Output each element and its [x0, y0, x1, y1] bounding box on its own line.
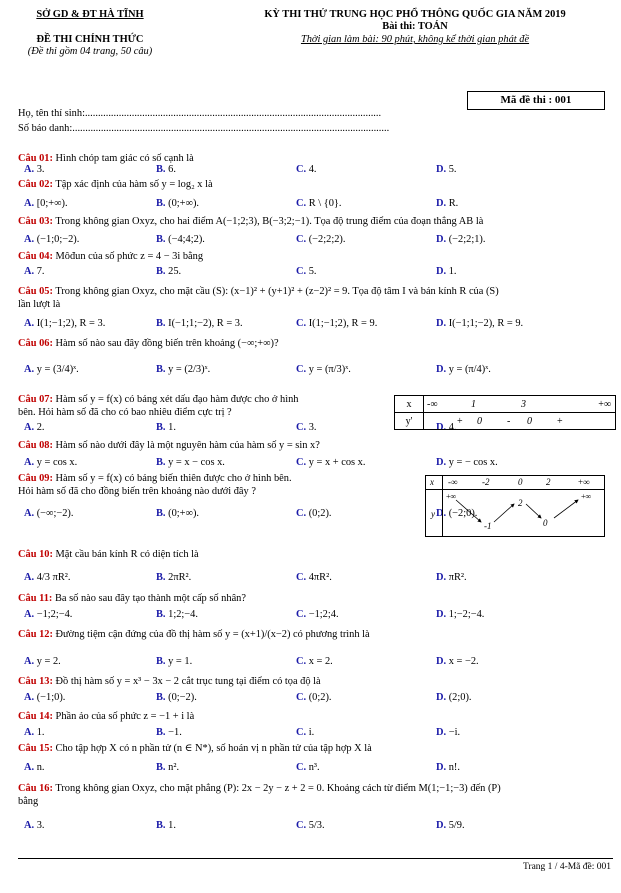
- option-letter: A.: [24, 609, 35, 620]
- answer-option[interactable]: [436, 727, 460, 738]
- exam-title: KỲ THI THỬ TRUNG HỌC PHỔ THÔNG QUỐC GIA NĂM 2019: [264, 9, 566, 20]
- option-value: −i.: [448, 727, 461, 738]
- answer-option[interactable]: [296, 234, 345, 245]
- option-letter: A.: [24, 727, 35, 738]
- option-value: 25.: [168, 266, 182, 277]
- option-letter: A.: [24, 572, 35, 583]
- option-value: 5.: [308, 266, 317, 277]
- answer-option[interactable]: [156, 198, 199, 209]
- page-footer: Trang 1 / 4-Mã đề: 001: [522, 862, 611, 872]
- option-letter: D.: [436, 198, 447, 209]
- option-letter: C.: [296, 727, 307, 738]
- question-text: [18, 710, 608, 723]
- option-value: (0;−2).: [168, 692, 197, 703]
- question-stem-cont: Hỏi hàm số đã cho đồng biến trên khoảng nào dưới đây ?: [18, 486, 256, 497]
- option-value: y = 2.: [36, 656, 61, 667]
- table-y-value: -1: [484, 521, 492, 531]
- table-x-value: 0: [518, 477, 523, 487]
- option-value: 1.: [36, 727, 45, 738]
- question-number: Câu 04:: [18, 251, 53, 262]
- answer-option[interactable]: [296, 266, 317, 277]
- option-letter: C.: [296, 609, 307, 620]
- sign-value: 0: [527, 415, 532, 427]
- option-letter: C.: [296, 656, 307, 667]
- question-number: Câu 02:: [18, 179, 53, 190]
- table-y-value: +∞: [581, 492, 592, 501]
- table-y-label: y: [431, 509, 435, 519]
- question-number: Câu 07:: [18, 394, 53, 405]
- option-value: 5/9.: [448, 820, 465, 831]
- question-number: Câu 16:: [18, 783, 53, 794]
- option-value: y = 1.: [168, 656, 193, 667]
- answer-option[interactable]: [436, 266, 457, 277]
- option-value: y = (2/3)ˣ.: [168, 364, 211, 375]
- question-stem: Đường tiệm cận đứng của đồ thị hàm số y = (x+1)/(x−2) có phương trình là: [55, 629, 370, 640]
- candidate-id-line: Số báo danh:..........................................................................................................................: [18, 123, 390, 134]
- option-value: 1;−2;−4.: [448, 609, 485, 620]
- option-value: n².: [168, 762, 180, 773]
- question-stem: Tập xác định của hàm số y = log₂ x là: [55, 179, 213, 190]
- option-value: 1;2;−4.: [168, 609, 198, 620]
- answer-option[interactable]: [436, 164, 457, 175]
- sign-value: +: [557, 415, 563, 427]
- variation-arrows: [426, 490, 604, 536]
- question-stem-cont: bên. Hỏi hàm số đã cho có bao nhiêu điểm cực trị ?: [18, 407, 232, 418]
- option-value: 6.: [168, 164, 176, 175]
- option-value: (0;+∞).: [168, 508, 200, 519]
- answer-option[interactable]: [24, 364, 79, 375]
- option-letter: D.: [436, 457, 447, 468]
- answer-option[interactable]: [156, 422, 176, 433]
- option-letter: C.: [296, 508, 307, 519]
- option-value: −1;2;4.: [308, 609, 339, 620]
- option-letter: C.: [296, 318, 307, 329]
- option-letter: B.: [156, 762, 166, 773]
- question-number: Câu 09:: [18, 473, 53, 484]
- question-text: [18, 439, 608, 452]
- option-value: (0;2).: [308, 508, 332, 519]
- option-value: y = cos x.: [36, 457, 78, 468]
- option-letter: A.: [24, 692, 35, 703]
- answer-option[interactable]: [24, 508, 73, 519]
- question-stem: Trong không gian Oxyz, cho mặt phẳng (P): 2x − 2y − z + 2 = 0. Khoảng cách từ điểm M(1;−1;−3) đến (P): [55, 783, 501, 794]
- table-y-value: +∞: [446, 492, 457, 501]
- answer-option[interactable]: [296, 820, 325, 831]
- option-value: i.: [308, 727, 315, 738]
- option-value: y = (3/4)ˣ.: [36, 364, 79, 375]
- option-value: R.: [448, 198, 459, 209]
- question-number: Câu 08:: [18, 440, 53, 451]
- option-letter: C.: [296, 457, 307, 468]
- answer-option[interactable]: [24, 422, 45, 433]
- option-value: I(−1;1;−2), R = 9.: [448, 318, 524, 329]
- footer-divider: [18, 858, 613, 859]
- option-value: (−∞;−2).: [36, 508, 74, 519]
- table-y-label: y': [395, 413, 424, 430]
- answer-option[interactable]: [24, 266, 45, 277]
- department-name: SỞ GD & ĐT HÀ TĨNH: [36, 9, 144, 20]
- question-number: Câu 11:: [18, 593, 53, 604]
- option-letter: C.: [296, 820, 307, 831]
- option-value: 1.: [168, 422, 176, 433]
- answer-option[interactable]: [156, 457, 225, 468]
- option-letter: A.: [24, 164, 35, 175]
- question-stem: Đồ thị hàm số y = x³ − 3x − 2 cắt trục tung tại điểm có tọa độ là: [55, 676, 321, 687]
- time-limit: Thời gian làm bài: 90 phút, không kể thời gian phát đề: [300, 34, 530, 45]
- option-value: y = x + cos x.: [308, 457, 366, 468]
- answer-option[interactable]: [156, 318, 243, 329]
- answer-option[interactable]: [156, 692, 197, 703]
- answer-option[interactable]: [156, 164, 176, 175]
- answer-option[interactable]: [436, 364, 491, 375]
- option-letter: C.: [296, 234, 307, 245]
- answer-option[interactable]: [156, 727, 182, 738]
- option-value: πR².: [448, 572, 467, 583]
- sign-value: 0: [477, 415, 482, 427]
- option-value: 3.: [308, 422, 317, 433]
- sign-value: -: [507, 415, 511, 427]
- option-value: 5.: [448, 164, 457, 175]
- answer-option[interactable]: [296, 508, 332, 519]
- sign-value: +: [457, 415, 463, 427]
- option-value: 1.: [168, 820, 176, 831]
- option-letter: A.: [24, 318, 35, 329]
- question-number: Câu 10:: [18, 549, 53, 560]
- option-value: I(1;−1;2), R = 9.: [308, 318, 378, 329]
- option-letter: C.: [296, 572, 307, 583]
- option-letter: A.: [24, 656, 35, 667]
- question-stem: Hàm số nào dưới đây là một nguyên hàm của hàm số y = sin x?: [55, 440, 320, 451]
- answer-option[interactable]: [436, 656, 479, 667]
- answer-option[interactable]: [24, 164, 45, 175]
- option-letter: C.: [296, 266, 307, 277]
- exam-code-box: Mã đề thi : 001: [467, 91, 605, 110]
- answer-option[interactable]: [24, 692, 65, 703]
- question-number: Câu 05:: [18, 286, 53, 297]
- option-value: 1.: [448, 266, 457, 277]
- option-value: (−4;4;2).: [168, 234, 205, 245]
- question-text: [18, 285, 608, 311]
- table-x-value: 3: [521, 398, 526, 410]
- answer-option[interactable]: [156, 266, 181, 277]
- question-text: [18, 592, 608, 605]
- option-letter: A.: [24, 198, 35, 209]
- table-x-value: -∞: [427, 398, 438, 410]
- question-stem: Hàm số y = f(x) có bảng xét dấu đạo hàm được cho ở hình: [55, 394, 299, 405]
- option-value: n!.: [448, 762, 460, 773]
- table-x-value: +∞: [598, 398, 611, 410]
- answer-option[interactable]: [436, 609, 484, 620]
- option-letter: D.: [436, 266, 447, 277]
- answer-option[interactable]: [24, 572, 70, 583]
- option-letter: B.: [156, 692, 166, 703]
- option-letter: B.: [156, 164, 166, 175]
- candidate-name-line: Họ, tên thí sinh:..................................................................................................................: [18, 108, 382, 119]
- option-value: 2.: [36, 422, 45, 433]
- option-value: 3.: [36, 820, 45, 831]
- official-label: ĐỀ THI CHÍNH THỨC: [36, 34, 144, 45]
- option-value: (−1;0;−2).: [36, 234, 80, 245]
- option-letter: D.: [436, 234, 447, 245]
- option-letter: B.: [156, 508, 166, 519]
- option-letter: D.: [436, 164, 447, 175]
- option-value: (0;+∞).: [168, 198, 200, 209]
- answer-option[interactable]: [296, 572, 332, 583]
- answer-option[interactable]: [436, 572, 467, 583]
- question-text: [18, 628, 608, 641]
- question-text: [18, 782, 608, 808]
- option-letter: C.: [296, 422, 307, 433]
- option-value: R \ {0}.: [308, 198, 342, 209]
- question-stem: Hàm số y = f(x) có bảng biến thiên được cho ở hình bên.: [55, 473, 292, 484]
- option-letter: D.: [436, 572, 447, 583]
- option-letter: D.: [436, 727, 447, 738]
- answer-option[interactable]: [296, 422, 317, 433]
- option-letter: D.: [436, 692, 447, 703]
- answer-option[interactable]: [156, 656, 192, 667]
- table-x-label: x: [430, 477, 434, 487]
- question-text: [18, 250, 608, 263]
- answer-option[interactable]: [296, 164, 317, 175]
- question-stem-cont: bằng: [18, 796, 39, 807]
- question-number: Câu 12:: [18, 629, 53, 640]
- option-value: 4.: [448, 422, 457, 433]
- option-value: (2;0).: [448, 692, 472, 703]
- question-stem: Hàm số nào sau đây đồng biến trên khoảng (−∞;+∞)?: [55, 338, 279, 349]
- option-value: y = (π/3)ˣ.: [308, 364, 351, 375]
- table-y-value: 2: [518, 498, 523, 508]
- answer-option[interactable]: [24, 609, 72, 620]
- answer-option[interactable]: [156, 609, 198, 620]
- variation-table-q09: [425, 475, 605, 537]
- option-value: 3.: [36, 164, 45, 175]
- option-letter: B.: [156, 364, 166, 375]
- table-x-value: -2: [482, 477, 490, 487]
- answer-option[interactable]: [156, 234, 205, 245]
- option-value: −1;2;−4.: [36, 609, 73, 620]
- option-letter: A.: [24, 234, 35, 245]
- option-value: (−2;2;2).: [308, 234, 346, 245]
- answer-option[interactable]: [296, 762, 320, 773]
- question-text: [18, 337, 608, 350]
- answer-option[interactable]: [436, 318, 523, 329]
- option-letter: A.: [24, 266, 35, 277]
- option-value: y = − cos x.: [448, 457, 498, 468]
- option-letter: C.: [296, 364, 307, 375]
- answer-option[interactable]: [296, 457, 365, 468]
- question-number: Câu 01:: [18, 153, 53, 164]
- answer-option[interactable]: [296, 656, 333, 667]
- answer-option[interactable]: [296, 318, 377, 329]
- question-number: Câu 06:: [18, 338, 53, 349]
- answer-option[interactable]: [296, 198, 342, 209]
- option-letter: B.: [156, 609, 166, 620]
- option-value: n.: [36, 762, 45, 773]
- question-number: Câu 13:: [18, 676, 53, 687]
- question-stem: Mặt cầu bán kính R có diện tích là: [55, 549, 199, 560]
- option-letter: B.: [156, 198, 166, 209]
- option-letter: A.: [24, 508, 35, 519]
- question-text: [18, 178, 608, 191]
- option-letter: A.: [24, 762, 35, 773]
- option-letter: B.: [156, 266, 166, 277]
- option-value: 7.: [36, 266, 45, 277]
- answer-option[interactable]: [24, 457, 77, 468]
- answer-option[interactable]: [296, 609, 339, 620]
- option-value: y = (π/4)ˣ.: [448, 364, 491, 375]
- answer-option[interactable]: [436, 820, 465, 831]
- answer-option[interactable]: [296, 692, 332, 703]
- option-value: −1.: [168, 727, 182, 738]
- table-x-value: 2: [546, 477, 551, 487]
- answer-option[interactable]: [436, 762, 460, 773]
- option-value: (−2;0).: [448, 508, 478, 519]
- table-y-value: 0: [543, 518, 548, 528]
- question-stem: Cho tập hợp X có n phần tử (n ∈ N*), số hoán vị n phần tử của tập hợp X là: [55, 743, 372, 754]
- question-stem: Trong không gian Oxyz, cho mặt cầu (S): (x−1)² + (y+1)² + (z−2)² = 9. Tọa độ tâm I và bán kính R của (S): [55, 286, 499, 297]
- option-letter: D.: [436, 422, 447, 433]
- question-stem-cont: lần lượt là: [18, 299, 61, 310]
- option-letter: D.: [436, 656, 447, 667]
- option-letter: C.: [296, 762, 307, 773]
- option-value: (−1;0).: [36, 692, 66, 703]
- option-value: y = x − cos x.: [168, 457, 225, 468]
- answer-option[interactable]: [156, 762, 179, 773]
- option-letter: C.: [296, 164, 307, 175]
- option-letter: D.: [436, 508, 447, 519]
- option-letter: C.: [296, 692, 307, 703]
- question-stem: Môđun của số phức z = 4 − 3i bằng: [55, 251, 204, 262]
- option-letter: B.: [156, 727, 166, 738]
- option-value: 4/3 πR².: [36, 572, 71, 583]
- answer-option[interactable]: [436, 234, 485, 245]
- answer-option[interactable]: [436, 692, 472, 703]
- option-letter: D.: [436, 318, 447, 329]
- option-letter: D.: [436, 820, 447, 831]
- answer-option[interactable]: [156, 508, 199, 519]
- option-letter: D.: [436, 609, 447, 620]
- option-letter: B.: [156, 457, 166, 468]
- option-letter: A.: [24, 364, 35, 375]
- option-letter: B.: [156, 572, 166, 583]
- table-x-label: x: [395, 396, 424, 413]
- option-letter: A.: [24, 820, 35, 831]
- answer-option[interactable]: [24, 762, 45, 773]
- question-text: [18, 742, 608, 755]
- answer-option[interactable]: [24, 318, 105, 329]
- table-x-value: 1: [471, 398, 476, 410]
- question-stem: Phần ảo của số phức z = −1 + i là: [55, 711, 195, 722]
- answer-option[interactable]: [296, 727, 314, 738]
- option-value: I(1;−1;2), R = 3.: [36, 318, 106, 329]
- answer-option[interactable]: [436, 457, 498, 468]
- question-stem: Trong không gian Oxyz, cho hai điểm A(−1;2;3), B(−3;2;−1). Tọa độ trung điểm của đoạn thẳng AB là: [55, 216, 484, 227]
- option-value: (−2;2;1).: [448, 234, 486, 245]
- option-value: 4.: [308, 164, 317, 175]
- option-value: 4πR².: [308, 572, 332, 583]
- subject: Bài thi: TOÁN: [382, 21, 448, 32]
- option-letter: B.: [156, 656, 166, 667]
- option-letter: C.: [296, 198, 307, 209]
- table-x-value: -∞: [448, 477, 458, 487]
- option-letter: B.: [156, 422, 166, 433]
- option-letter: D.: [436, 762, 447, 773]
- answer-option[interactable]: [156, 364, 210, 375]
- option-value: x = 2.: [308, 656, 333, 667]
- option-letter: A.: [24, 422, 35, 433]
- answer-option[interactable]: [24, 198, 68, 209]
- option-value: 5/3.: [308, 820, 325, 831]
- option-letter: D.: [436, 364, 447, 375]
- table-x-value: +∞: [578, 477, 590, 487]
- option-letter: A.: [24, 457, 35, 468]
- question-text: [18, 215, 608, 228]
- option-value: n³.: [308, 762, 320, 773]
- question-number: Câu 15:: [18, 743, 53, 754]
- answer-option[interactable]: [296, 364, 351, 375]
- option-letter: B.: [156, 318, 166, 329]
- sign-table-q07: [394, 395, 616, 430]
- option-value: x = −2.: [448, 656, 479, 667]
- question-number: Câu 03:: [18, 216, 53, 227]
- answer-option[interactable]: [156, 572, 191, 583]
- question-stem: Hình chóp tam giác có số cạnh là: [55, 153, 194, 164]
- option-letter: B.: [156, 234, 166, 245]
- option-value: (0;2).: [308, 692, 332, 703]
- answer-option[interactable]: [24, 820, 45, 831]
- answer-option[interactable]: [24, 656, 61, 667]
- question-text: [18, 675, 608, 688]
- answer-option[interactable]: [436, 198, 458, 209]
- answer-option[interactable]: [24, 727, 45, 738]
- option-letter: B.: [156, 820, 166, 831]
- option-value: I(−1;1;−2), R = 3.: [168, 318, 243, 329]
- question-number: Câu 14:: [18, 711, 53, 722]
- question-text: [18, 548, 608, 561]
- option-value: [0;+∞).: [36, 198, 68, 209]
- answer-option[interactable]: [24, 234, 79, 245]
- question-stem: Ba số nào sau đây tạo thành một cấp số nhân?: [54, 593, 246, 604]
- answer-option[interactable]: [156, 820, 176, 831]
- page-count: (Đề thi gồm 04 trang, 50 câu): [27, 46, 153, 57]
- option-value: 2πR².: [168, 572, 192, 583]
